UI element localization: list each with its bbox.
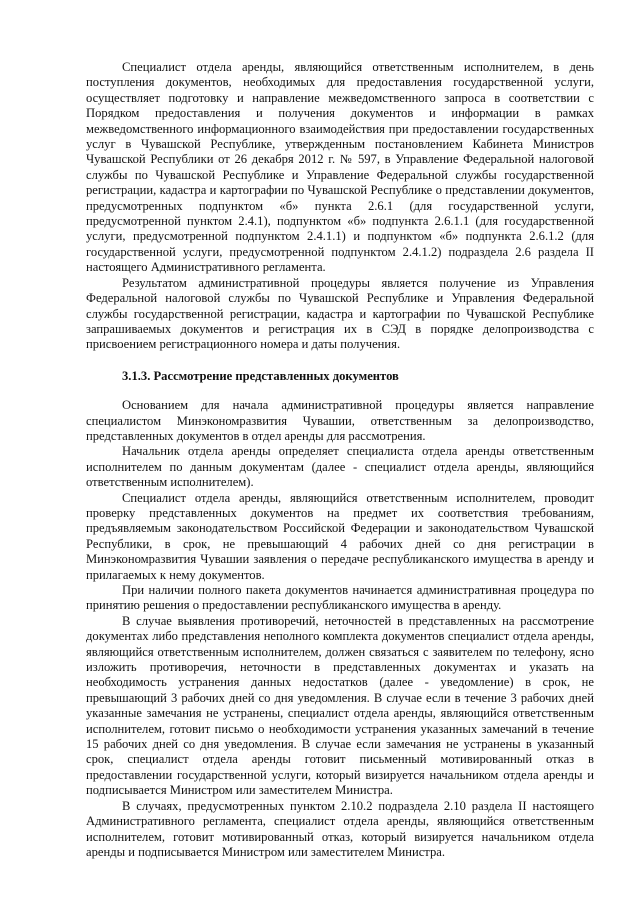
paragraph-head-assigns: Начальник отдела аренды определяет специалиста отдела аренды ответственным исполнителем по данным документам (далее - специалист отдела аренды, являющийся ответственным исполнителем). [86, 444, 594, 490]
document-page [86, 60, 594, 860]
paragraph-document-check: Специалист отдела аренды, являющийся ответственным исполнителем, проводит проверку представленных документов на предмет их соответствия требованиям, предъявляемым законодательством Российской Федерации и законодательством Чувашской Республики, в срок, не превышающий 4 рабочих дней со дня регистрации в Минэкономразвития Чувашии заявления о передаче республиканского имущества в аренду и прилагаемых к нему документов. [86, 490, 594, 582]
paragraph-refusal-cases: В случаях, предусмотренных пунктом 2.10.2 подраздела 2.10 раздела II настоящего Административного регламента, специалист отдела аренды, являющийся ответственным исполнителем, готовит мотивированный отказ, который визируется начальником отдела аренды и подписывается Министром или заместителем Министра. [86, 798, 594, 859]
paragraph-interdepartmental-request: Специалист отдела аренды, являющийся ответственным исполнителем, в день поступления документов, необходимых для предоставления государственной услуги, осуществляет подготовку и направление межведомственного запроса в соответствии с Порядком предоставления и получения документов и информации в рамках межведомственного информационного взаимодействия при предоставлении государственных услуг в Чувашской Республике, утвержденным постановлением Кабинета Министров Чувашской Республики от 26 декабря 2012 г. № 597, в Управление Федеральной налоговой службы по Чувашской Республике и Управление Федеральной службы государственной регистрации, кадастра и картографии по Чувашской Республике о представлении документов, предусмотренных подпунктом «б» пункта 2.6.1 (для государственной услуги, предусмотренной пунктом 2.4.1), подпунктом «б» подпункта 2.6.1.1 (для государственной услуги, предусмотренной подпунктом 2.4.1.1) и подпунктом «б» подпункта 2.6.1.2 (для государственной услуги, предусмотренной подпунктом 2.4.1.2) подраздела 2.6 раздела II настоящего Административного регламента. [86, 60, 594, 275]
section-heading: 3.1.3. Рассмотрение представленных документов [122, 368, 399, 383]
paragraph-procedure-result: Результатом административной процедуры является получение из Управления Федеральной налоговой службы по Чувашской Республике и Управления Федеральной службы государственной регистрации, кадастра и картографии по Чувашской Республике запрашиваемых документов и регистрация их в СЭД в порядке делопроизводства с присвоением регистрационного номера и даты получения. [86, 275, 594, 352]
paragraph-contradictions: В случае выявления противоречий, неточностей в представленных на рассмотрение документах либо представления неполного комплекта документов специалист отдела аренды, являющийся ответственным исполнителем, должен связаться с заявителем по телефону, ясно изложить противоречия, неточности в представленных документах и указать на необходимость устранения данных недостатков (далее - уведомление) в срок, не превышающий 3 рабочих дней со дня уведомления. В случае если в течение 3 рабочих дней указанные замечания не устранены, специалист отдела аренды, являющийся ответственным исполнителем, готовит письмо о необходимости устранения указанных замечаний в течение 15 рабочих дней со дня уведомления. В случае если замечания не устранены в указанный срок, специалист отдела аренды готовит письменный мотивированный отказ в предоставлении государственной услуги, который визируется начальником отдела аренды и подписывается Министром или заместителем Министра. [86, 613, 594, 798]
paragraph-procedure-basis: Основанием для начала административной процедуры является направление специалистом Минэкономразвития Чувашии, ответственным за делопроизводство, представленных документов в отдел аренды для рассмотрения. [86, 398, 594, 443]
paragraph-full-package: При наличии полного пакета документов начинается административная процедура по принятию решения о предоставлении республиканского имущества в аренду. [86, 583, 594, 613]
